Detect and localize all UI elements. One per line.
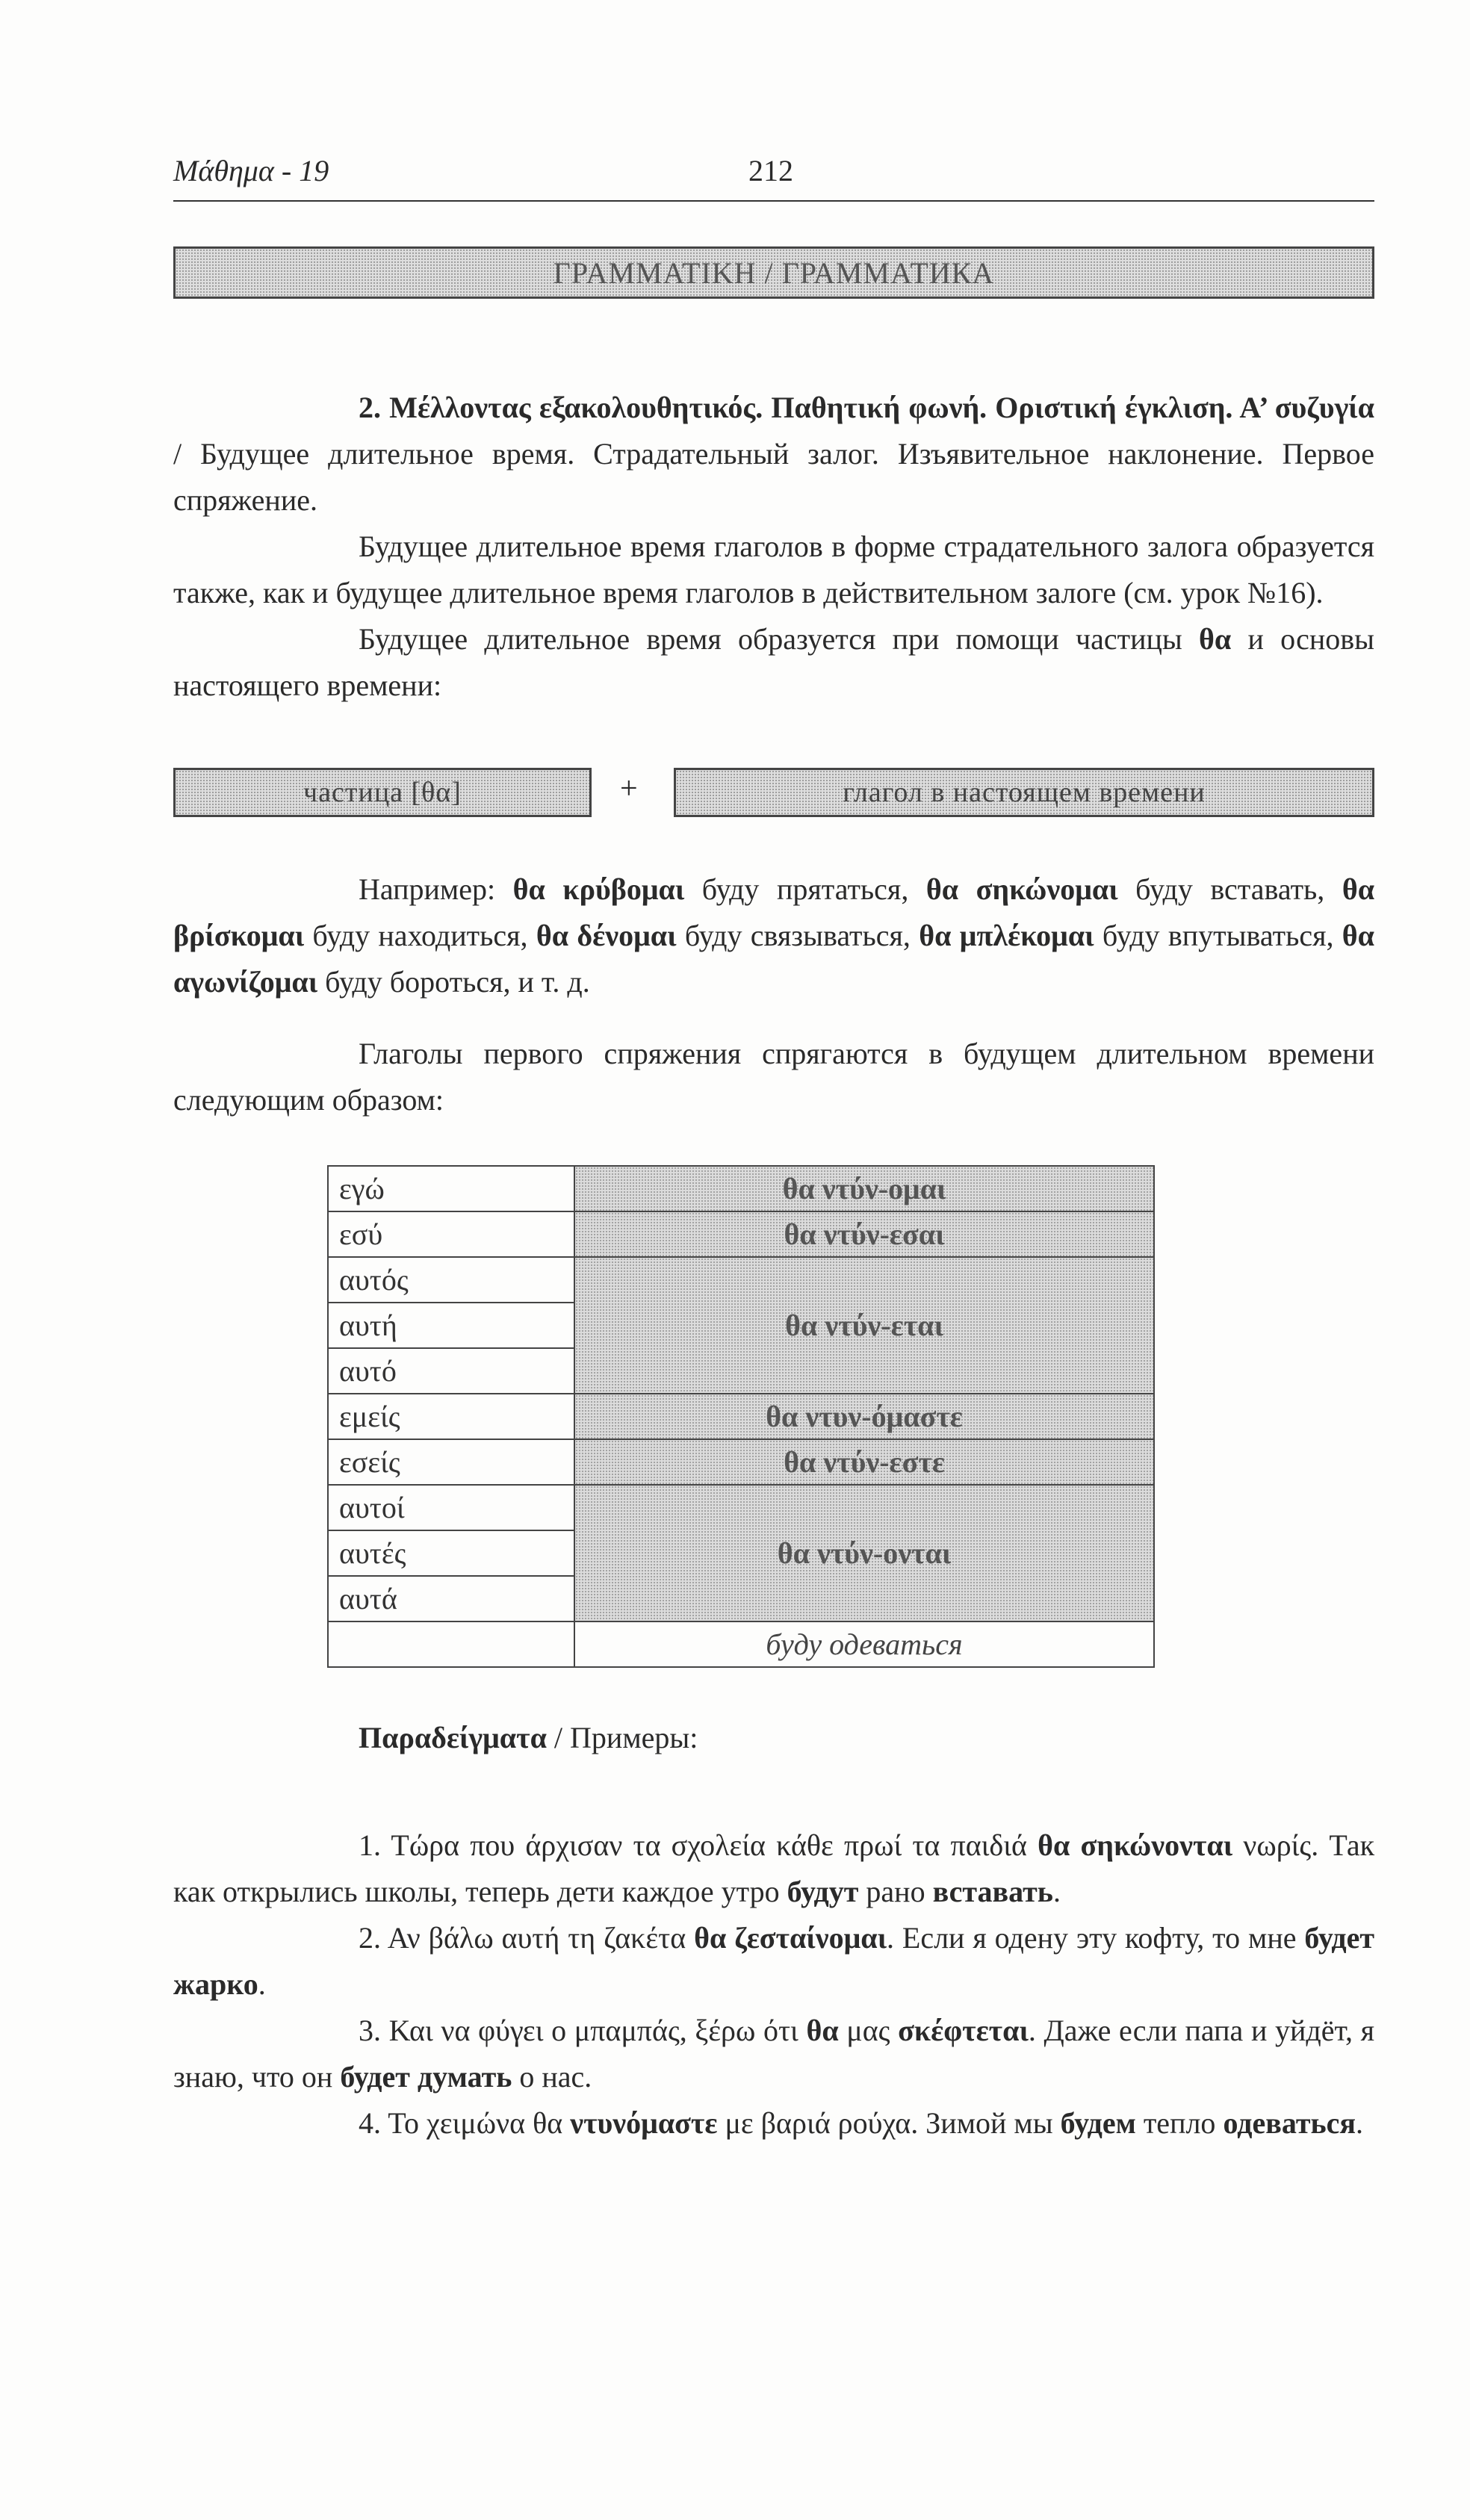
table-row [328, 1621, 1154, 1667]
section-title-greek: 2. Μέλλοντας εξακολουθητικός. Παθητική φωνή. Οριστική έγκλιση. Α’ συζυγία [359, 391, 1374, 424]
sample-text-fragment: рано [858, 1875, 933, 1908]
pronoun-cell: εσύ [328, 1211, 574, 1257]
section-title-russian: / Будущее длительное время. Страдательный залог. Изъявительное наклонение. Первое спряжение. [173, 437, 1374, 517]
conjugation-table [327, 1165, 1155, 1668]
sample-bold-fragment: будет жарко [173, 1921, 1374, 2001]
example-greek: θα μπλέκομαι [919, 919, 1094, 952]
sample-text-fragment: . Даже если папа и уйдёт, я знаю, что он [173, 2014, 1374, 2094]
verb-form-cell: θα ντύν-εται [574, 1257, 1154, 1394]
example-russian: буду вставать, [1117, 872, 1342, 906]
conjugation-intro-block [173, 1031, 1374, 1123]
sample-bold-fragment: будут [787, 1875, 859, 1908]
pronoun-cell: αυτή [328, 1303, 574, 1348]
formula-verb-box: глагол в настоящем времени [674, 768, 1374, 817]
verb-form-cell: θα ντύν-ομαι [574, 1166, 1154, 1211]
empty-cell [328, 1621, 574, 1667]
example-russian: буду впутываться, [1094, 919, 1342, 952]
sample-sentence [173, 1915, 1374, 2008]
example-greek: θα κρύβομαι [512, 872, 685, 906]
examples-list [173, 866, 1374, 1005]
sample-text-fragment: о нас. [512, 2060, 592, 2094]
sample-text-fragment: 3. Και να φύγει ο μπαμπάς, ξέρω ότι [359, 2014, 807, 2047]
example-greek: θα δένομαι [536, 919, 677, 952]
pronoun-cell: αυτός [328, 1257, 574, 1303]
samples-heading-russian: / Примеры: [546, 1721, 698, 1754]
sample-text-fragment: . [258, 1967, 266, 2001]
sample-text-fragment: νωρίς. Так как открылись школы, теперь дети каждое утро [173, 1828, 1375, 1908]
table-row [328, 1485, 1154, 1530]
example-russian: буду находиться, [304, 919, 536, 952]
section-intro [173, 385, 1374, 709]
section-title [173, 385, 1374, 524]
pronoun-cell: εσείς [328, 1439, 574, 1485]
sample-bold-fragment: будем [1060, 2106, 1136, 2140]
example-russian: буду прятаться, [684, 872, 926, 906]
sample-text-fragment: 4. Το χειμώνα θα [359, 2106, 571, 2140]
section-banner: ΓΡΑΜΜΑΤΙΚΗ / ГРАММАТИКА [173, 246, 1374, 299]
sample-bold-fragment: θα σηκώνονται [1038, 1828, 1233, 1862]
paragraph-2-text: Будущее длительное время образуется при помощи частицы [359, 622, 1200, 656]
formula-plus: + [620, 772, 638, 806]
formation-formula [173, 768, 1374, 820]
sample-bold-fragment: будет думать [340, 2060, 512, 2094]
running-head [173, 153, 793, 188]
examples-lead: Например: [359, 872, 513, 906]
formula-particle-box: частица [θα] [173, 768, 592, 817]
sample-sentence [173, 1822, 1374, 1915]
sample-bold-fragment: σκέφτεται [898, 2014, 1029, 2047]
sample-text-fragment: . [1356, 2106, 1364, 2140]
verb-form-cell: θα ντυν-όμαστε [574, 1394, 1154, 1439]
table-row [328, 1394, 1154, 1439]
table-row [328, 1257, 1154, 1303]
pronoun-cell: αυτό [328, 1348, 574, 1394]
pronoun-cell: αυτά [328, 1576, 574, 1621]
example-greek: θα σηκώνομαι [925, 872, 1118, 906]
lesson-label: Μάθημα - 19 [173, 154, 329, 187]
sample-bold-fragment: θα [806, 2014, 839, 2047]
page-number: 212 [748, 154, 793, 187]
paragraph-1: Будущее длительное время глаголов в форме страдательного залога образуется также, как и будущее длительное время глаголов в действительном залоге (см. урок №16). [173, 530, 1374, 609]
verb-form-cell: θα ντύν-εσαι [574, 1211, 1154, 1257]
pronoun-cell: εμείς [328, 1394, 574, 1439]
table-row [328, 1439, 1154, 1485]
example-russian: буду связываться, [676, 919, 919, 952]
sample-bold-fragment: вставать [932, 1875, 1053, 1908]
conjugation-intro: Глаголы первого спряжения спрягаются в будущем длительном времени следующим образом: [173, 1037, 1374, 1117]
pronoun-cell: αυτές [328, 1530, 574, 1576]
paragraph-2-end: и основы настоящего времени: [173, 622, 1375, 702]
sample-text-fragment: με βαριά ρούχα. Зимой мы [717, 2106, 1061, 2140]
sample-text-fragment: 1. Τώρα που άρχισαν τα σχολεία κάθε πρωί τα παιδιά [359, 1828, 1038, 1862]
examples-paragraph [173, 866, 1374, 1005]
table-row [328, 1166, 1154, 1211]
sample-text-fragment: . [1052, 1875, 1061, 1908]
pronoun-cell: αυτοί [328, 1485, 574, 1530]
sample-text-fragment: . Если я одену эту кофту, то мне [887, 1921, 1305, 1955]
verb-form-cell: θα ντύν-ονται [574, 1485, 1154, 1621]
translation-cell: буду одеваться [574, 1621, 1154, 1667]
sample-sentence [173, 2008, 1374, 2100]
particle-tha: θα [1199, 622, 1232, 656]
header-rule [173, 200, 1374, 202]
samples-heading-greek: Παραδείγματα [359, 1721, 547, 1754]
pronoun-cell: εγώ [328, 1166, 574, 1211]
samples-heading-block [173, 1715, 1374, 1761]
example-greek: θα βρίσκομαι [173, 872, 1375, 952]
example-russian: буду бороться, и т. д. [317, 965, 590, 999]
sample-text-fragment: μας [838, 2014, 899, 2047]
sample-bold-fragment: одеваться [1223, 2106, 1356, 2140]
sample-text-fragment: 2. Αν βάλω αυτή τη ζακέτα [359, 1921, 695, 1955]
samples-heading [173, 1715, 1374, 1761]
table-row [328, 1211, 1154, 1257]
example-greek: θα αγωνίζομαι [173, 919, 1374, 999]
sample-bold-fragment: ντυνόμαστε [570, 2106, 718, 2140]
samples-block [173, 1822, 1374, 2147]
sample-bold-fragment: θα ζεσταίνομαι [694, 1921, 887, 1955]
verb-form-cell: θα ντύν-εστε [574, 1439, 1154, 1485]
sample-sentence [173, 2100, 1374, 2147]
paragraph-2 [173, 616, 1374, 709]
sample-text-fragment: тепло [1135, 2106, 1224, 2140]
